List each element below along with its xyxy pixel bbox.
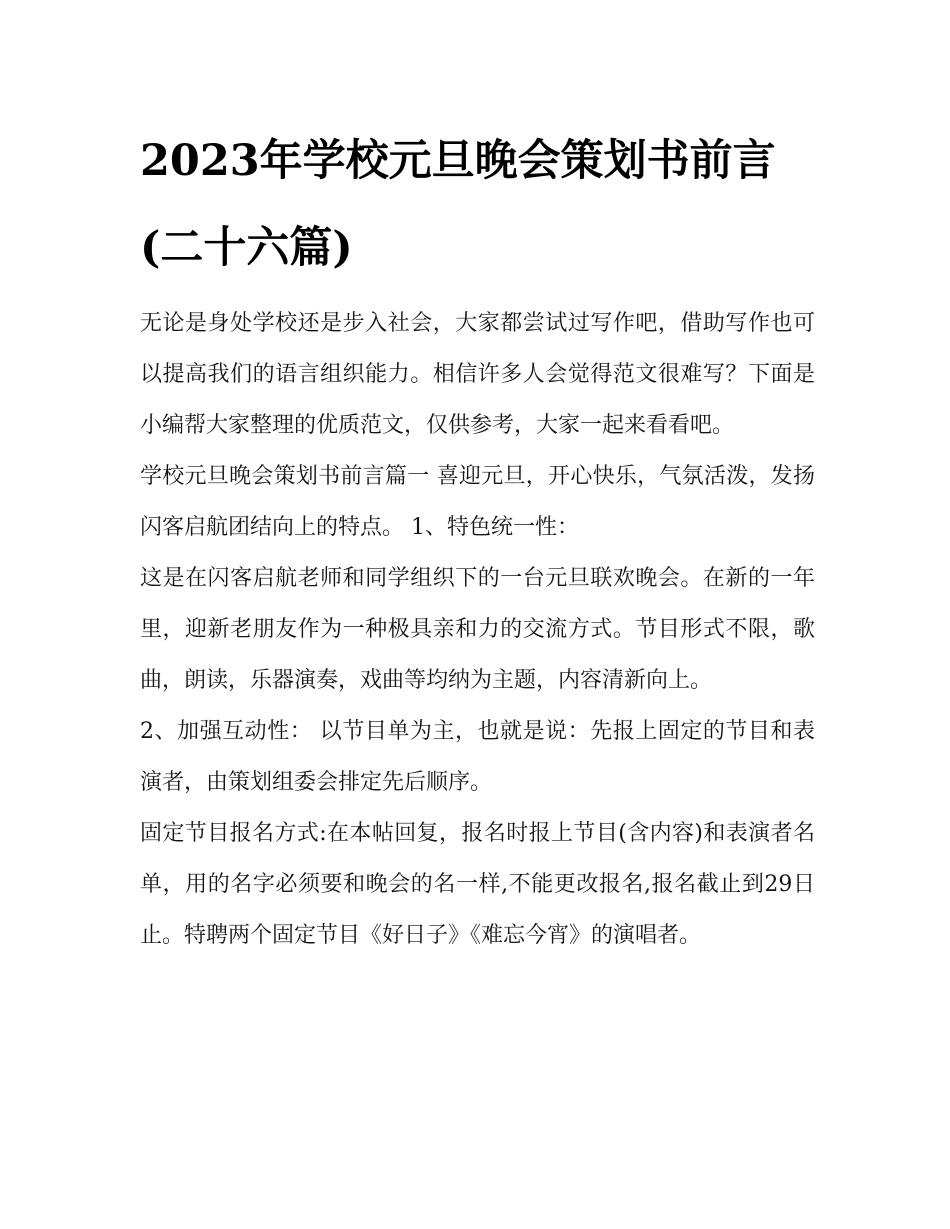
paragraph-party-description: 这是在闪客启航老师和同学组织下的一台元旦联欢晚会。在新的一年里，迎新老朋友作为一种极具亲和力的交流方式。节目形式不限，歌曲，朗读，乐器演奏，戏曲等均纳为主题，内容清新向上。 xyxy=(140,566,815,693)
paragraph-section-one: 学校元旦晚会策划书前言篇一 喜迎元旦，开心快乐，气氛活泼，发扬闪客启航团结向上的特点。 1、特色统一性： xyxy=(140,464,815,540)
document-page xyxy=(140,118,815,961)
paragraph-interaction: 2、加强互动性： 以节目单为主，也就是说：先报上固定的节目和表演者，由策划组委会排定先后顺序。 xyxy=(140,719,815,795)
paragraph-registration: 固定节目报名方式:在本帖回复，报名时报上节目(含内容)和表演者名单，用的名字必须要和晚会的名一样,不能更改报名,报名截止到29日止。特聘两个固定节目《好日子》《难忘今宵》的演唱者。 xyxy=(140,821,815,948)
document-title: 2023年学校元旦晚会策划书前言(二十六篇) xyxy=(140,136,776,273)
paragraph-intro: 无论是身处学校还是步入社会，大家都尝试过写作吧，借助写作也可以提高我们的语言组织能力。相信许多人会觉得范文很难写？下面是小编帮大家整理的优质范文，仅供参考，大家一起来看看吧。 xyxy=(140,311,815,438)
